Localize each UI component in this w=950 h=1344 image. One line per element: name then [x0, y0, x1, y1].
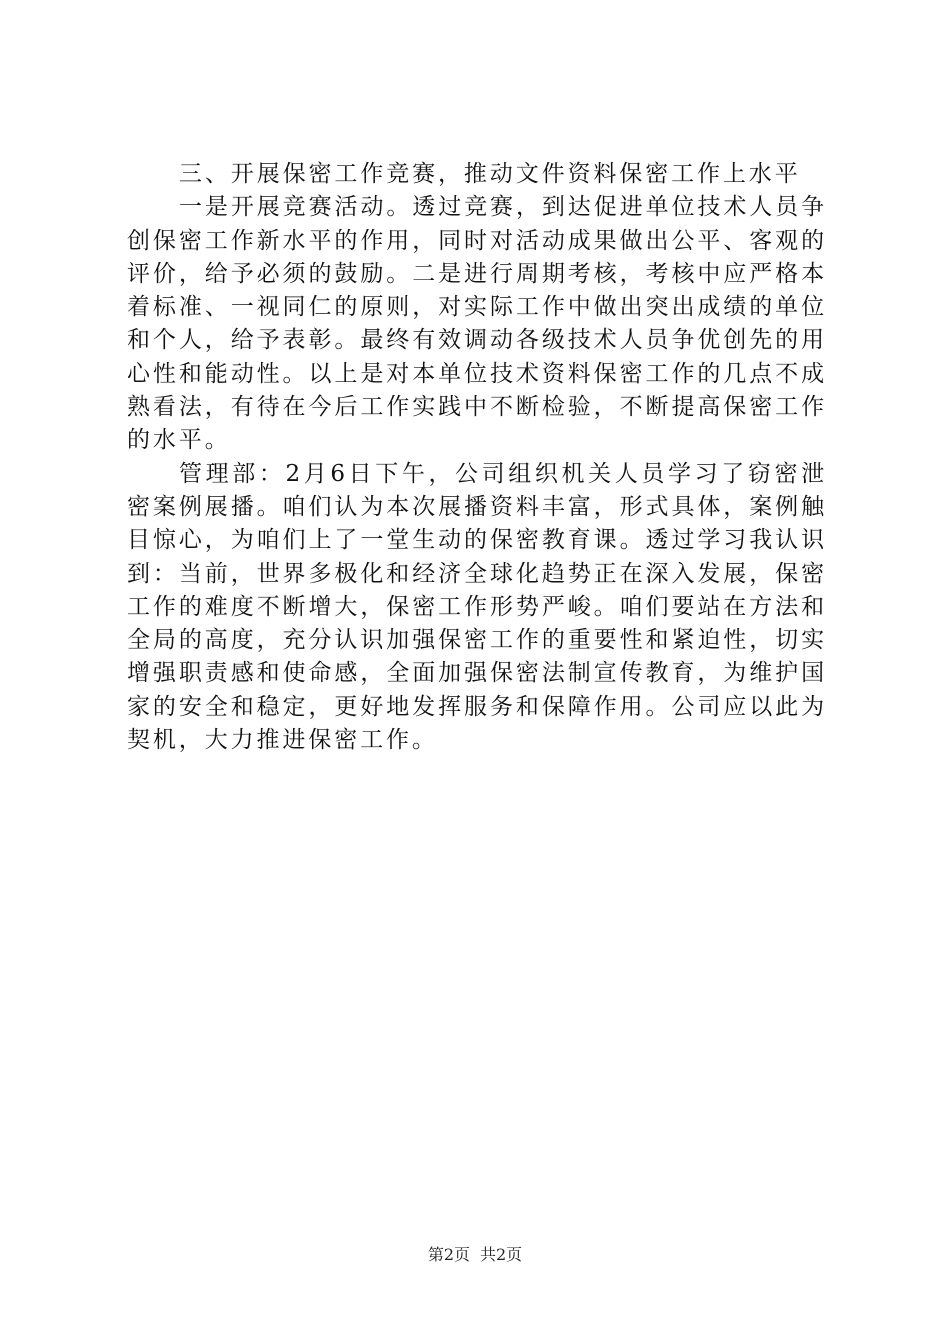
section-heading: 三、开展保密工作竞赛，推动文件资料保密工作上水平	[179, 161, 801, 187]
page-number: 第2页	[427, 1245, 470, 1264]
document-body	[127, 158, 827, 757]
paragraph: 管理部：2月6日下午，公司组织机关人员学习了窃密泄密案例展播。咱们认为本次展播资料丰富，形式具体，案例触目惊心，为咱们上了一堂生动的保密教育课。透过学习我认识到：当前，世界多极化和经济全球化趋势正在深入发展，保密工作的难度不断增大，保密工作形势严峻。咱们要站在方法和全局的高度，充分认识加强保密工作的重要性和紧迫性，切实增强职责感和使命感，全面加强保密法制宣传教育，为维护国家的安全和稳定，更好地发挥服务和保障作用。公司应以此为契机，大力推进保密工作。	[127, 460, 827, 754]
page-total: 共2页	[480, 1245, 523, 1264]
page-footer	[0, 1244, 950, 1266]
paragraph: 一是开展竞赛活动。透过竞赛，到达促进单位技术人员争创保密工作新水平的作用，同时对活动成果做出公平、客观的评价，给予必须的鼓励。二是进行周期考核，考核中应严格本着标准、一视同仁的原则，对实际工作中做出突出成绩的单位和个人，给予表彰。最终有效调动各级技术人员争优创先的用心性和能动性。以上是对本单位技术资料保密工作的几点不成熟看法，有待在今后工作实践中不断检验，不断提高保密工作的水平。	[127, 194, 827, 454]
